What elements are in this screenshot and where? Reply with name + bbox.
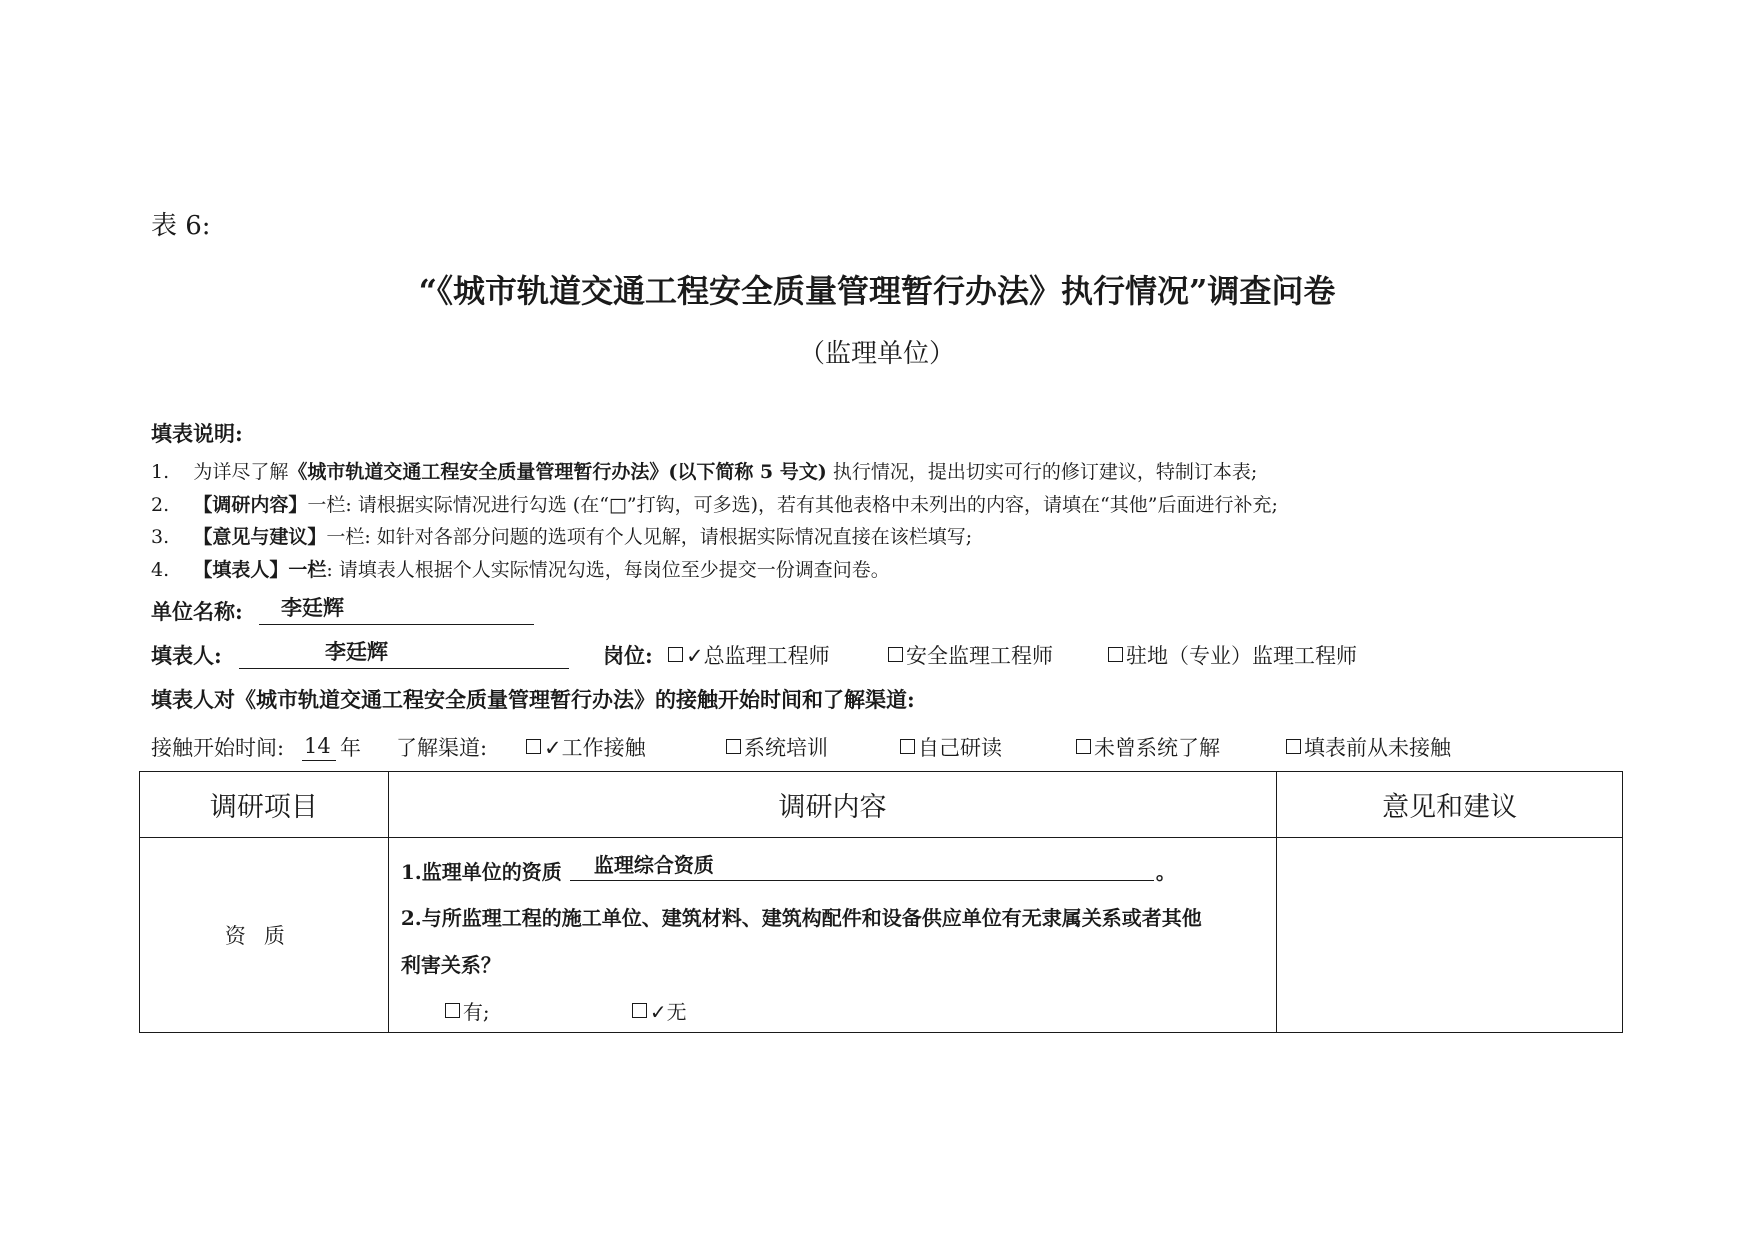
survey-table [139, 771, 1623, 1033]
survey-item-suggestion[interactable] [1277, 838, 1623, 1033]
question-2-line-2: 利害关系？ [400, 953, 501, 977]
filler-label: 填表人: [151, 643, 222, 668]
table-label: 表 6: [151, 211, 211, 241]
filler-field[interactable] [239, 640, 569, 669]
instruction-item-3: 3. 【意见与建议】一栏: 如针对各部分问题的选项有个人见解，请根据实际情况直接在该栏填写; [151, 526, 973, 548]
position-label: 岗位: [603, 643, 653, 668]
question-1-end: 。 [1155, 860, 1176, 884]
contact-time-unit: 年 [340, 736, 361, 760]
instructions-heading: 填表说明: [151, 421, 243, 446]
checkbox-icon [900, 739, 915, 754]
instruction-item-4: 4. 【填表人】一栏: 请填表人根据个人实际情况勾选，每岗位至少提交一份调查问卷。 [151, 559, 890, 581]
checkbox-icon [1286, 739, 1301, 754]
position-option-resident[interactable]: 驻地（专业）监理工程师 [1108, 640, 1357, 670]
page-subtitle: （监理单位） [798, 339, 955, 369]
survey-item-content [388, 838, 1276, 1033]
table-row [140, 838, 1623, 1033]
qualification-value: 监理综合资质 [593, 853, 714, 877]
checkbox-icon [1076, 739, 1091, 754]
position-option-chief[interactable]: ✓总监理工程师 [668, 640, 830, 670]
checkbox-icon [445, 1003, 460, 1018]
position-option-safety[interactable]: 安全监理工程师 [888, 640, 1053, 670]
checkbox-icon [888, 647, 903, 662]
table-header-row [140, 772, 1623, 838]
instruction-item-2: 2. 【调研内容】一栏: 请根据实际情况进行勾选 (在“□”打钩，可多选)，若有其他表格中未列出的内容，请填在“其他”后面进行补充; [151, 494, 1278, 516]
channel-option-work[interactable]: ✓工作接触 [526, 732, 646, 762]
channel-label: 了解渠道: [396, 736, 488, 760]
unit-name-value: 李廷辉 [281, 595, 344, 620]
unit-name-field[interactable] [259, 596, 534, 625]
check-mark-icon: ✓ [686, 644, 704, 668]
channel-option-not-systematic[interactable]: 未曾系统了解 [1076, 732, 1220, 762]
survey-item-name: 资质 [140, 838, 389, 1033]
header-item: 调研项目 [140, 772, 389, 838]
checkbox-icon [668, 647, 683, 662]
option-yes[interactable]: 有; [445, 996, 490, 1025]
checkbox-icon [632, 1003, 647, 1018]
check-mark-icon: ✓ [544, 736, 562, 760]
unit-name-label: 单位名称: [151, 599, 243, 624]
channel-option-never[interactable]: 填表前从未接触 [1286, 732, 1451, 762]
contact-time-label: 接触开始时间: [151, 736, 285, 760]
channel-option-self-study[interactable]: 自己研读 [900, 732, 1002, 762]
checkbox-icon [1108, 647, 1123, 662]
channel-option-training[interactable]: 系统培训 [726, 732, 828, 762]
checkbox-icon [526, 739, 541, 754]
header-suggestion: 意见和建议 [1277, 772, 1623, 838]
question-1: 1.监理单位的资质 [400, 860, 562, 884]
instruction-item-1: 1. 为详尽了解《城市轨道交通工程安全质量管理暂行办法》(以下简称 5 号文) 执行情况，提出切实可行的修订建议，特制订本表; [151, 461, 1258, 483]
qualification-field[interactable] [570, 854, 1154, 881]
option-no[interactable]: ✓无 [632, 996, 687, 1025]
contact-heading: 填表人对《城市轨道交通工程安全质量管理暂行办法》的接触开始时间和了解渠道: [151, 687, 915, 712]
checkbox-icon [726, 739, 741, 754]
contact-time-value: 14 [304, 734, 331, 758]
page-title: “《城市轨道交通工程安全质量管理暂行办法》执行情况”调查问卷 [418, 272, 1336, 310]
contact-time-field[interactable] [302, 732, 336, 761]
check-mark-icon: ✓ [649, 1000, 667, 1024]
question-2-line-1: 2.与所监理工程的施工单位、建筑材料、建筑构配件和设备供应单位有无隶属关系或者其他 [400, 906, 1202, 930]
header-content: 调研内容 [388, 772, 1276, 838]
filler-value: 李廷辉 [325, 639, 388, 664]
